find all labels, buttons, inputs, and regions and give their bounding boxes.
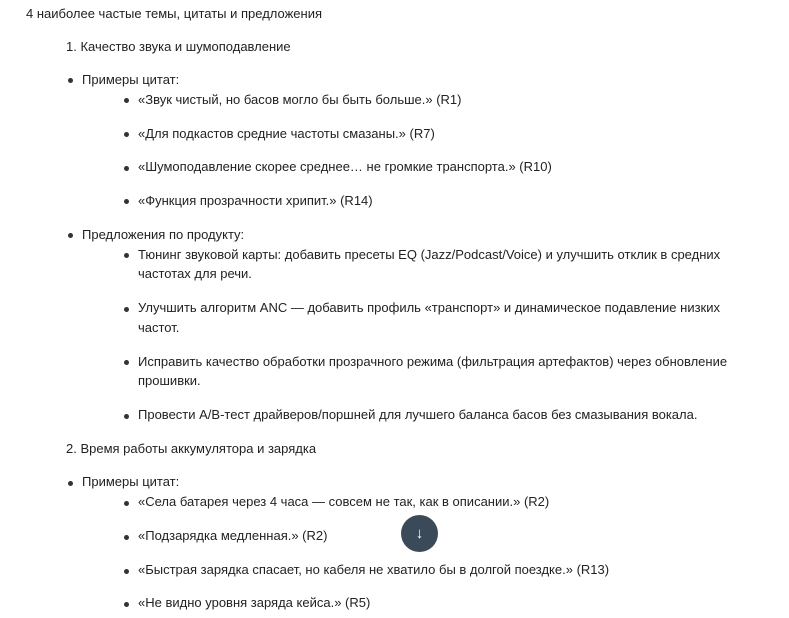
quote-item: «Не видно уровня заряда кейса.» (R5) — [138, 595, 371, 610]
suggestion-item: Улучшить алгоритм ANC — добавить профиль «транспорт» и динамическое подавление низких — [138, 300, 720, 315]
bullet-dot — [124, 307, 129, 312]
bullet-dot — [124, 414, 129, 419]
bullet-dot — [124, 166, 129, 171]
section-1-quotes-label: Примеры цитат: — [82, 72, 180, 87]
bullet-dot — [68, 233, 73, 238]
suggestion-item: Провести A/B-тест драйверов/поршней для лучшего баланса басов без смазывания вокала. — [138, 407, 698, 422]
suggestion-item: Тюнинг звуковой карты: добавить пресеты EQ (Jazz/Podcast/Voice) и улучшить отклик в средних — [138, 247, 721, 262]
suggestion-item-continuation: частотах для речи. — [138, 266, 252, 281]
quote-item: «Функция прозрачности хрипит.» (R14) — [138, 193, 373, 208]
bullet-dot — [124, 535, 129, 540]
arrow-down-icon: ↓ — [415, 525, 424, 542]
bullet-dot — [124, 132, 129, 137]
quote-item: «Села батарея через 4 часа — совсем не так, как в описании.» (R2) — [138, 494, 550, 509]
bullet-dot — [124, 199, 129, 204]
bullet-dot — [124, 602, 129, 607]
bullet-dot — [124, 98, 129, 103]
section-2-quotes-label: Примеры цитат: — [82, 474, 180, 489]
quote-item: «Шумоподавление скорее среднее… не громкие транспорта.» (R10) — [138, 159, 552, 174]
section-2-title: 2. Время работы аккумулятора и зарядка — [66, 441, 317, 456]
suggestion-item-continuation: частот. — [138, 320, 180, 335]
section-1-title: 1. Качество звука и шумоподавление — [66, 39, 291, 54]
page-heading: 4 наиболее частые темы, цитаты и предложения — [26, 6, 323, 21]
suggestion-item-continuation: прошивки. — [138, 373, 201, 388]
bullet-dot — [124, 501, 129, 506]
scroll-down-button[interactable] — [401, 515, 438, 552]
bullet-dot — [124, 253, 129, 258]
quote-item: «Для подкастов средние частоты смазаны.» (R7) — [138, 126, 435, 141]
section-1-suggestions-label: Предложения по продукту: — [82, 227, 245, 242]
quote-item: «Быстрая зарядка спасает, но кабеля не хватило бы в долгой поездке.» (R13) — [138, 562, 610, 577]
bullet-dot — [124, 360, 129, 365]
bullet-dot — [68, 481, 73, 486]
quote-item: «Звук чистый, но басов могло бы быть больше.» (R1) — [138, 92, 462, 107]
bullet-dot — [68, 78, 73, 83]
quote-item: «Подзарядка медленная.» (R2) — [138, 528, 328, 543]
bullet-dot — [124, 569, 129, 574]
suggestion-item: Исправить качество обработки прозрачного режима (фильтрация артефактов) через обновление — [138, 354, 728, 369]
